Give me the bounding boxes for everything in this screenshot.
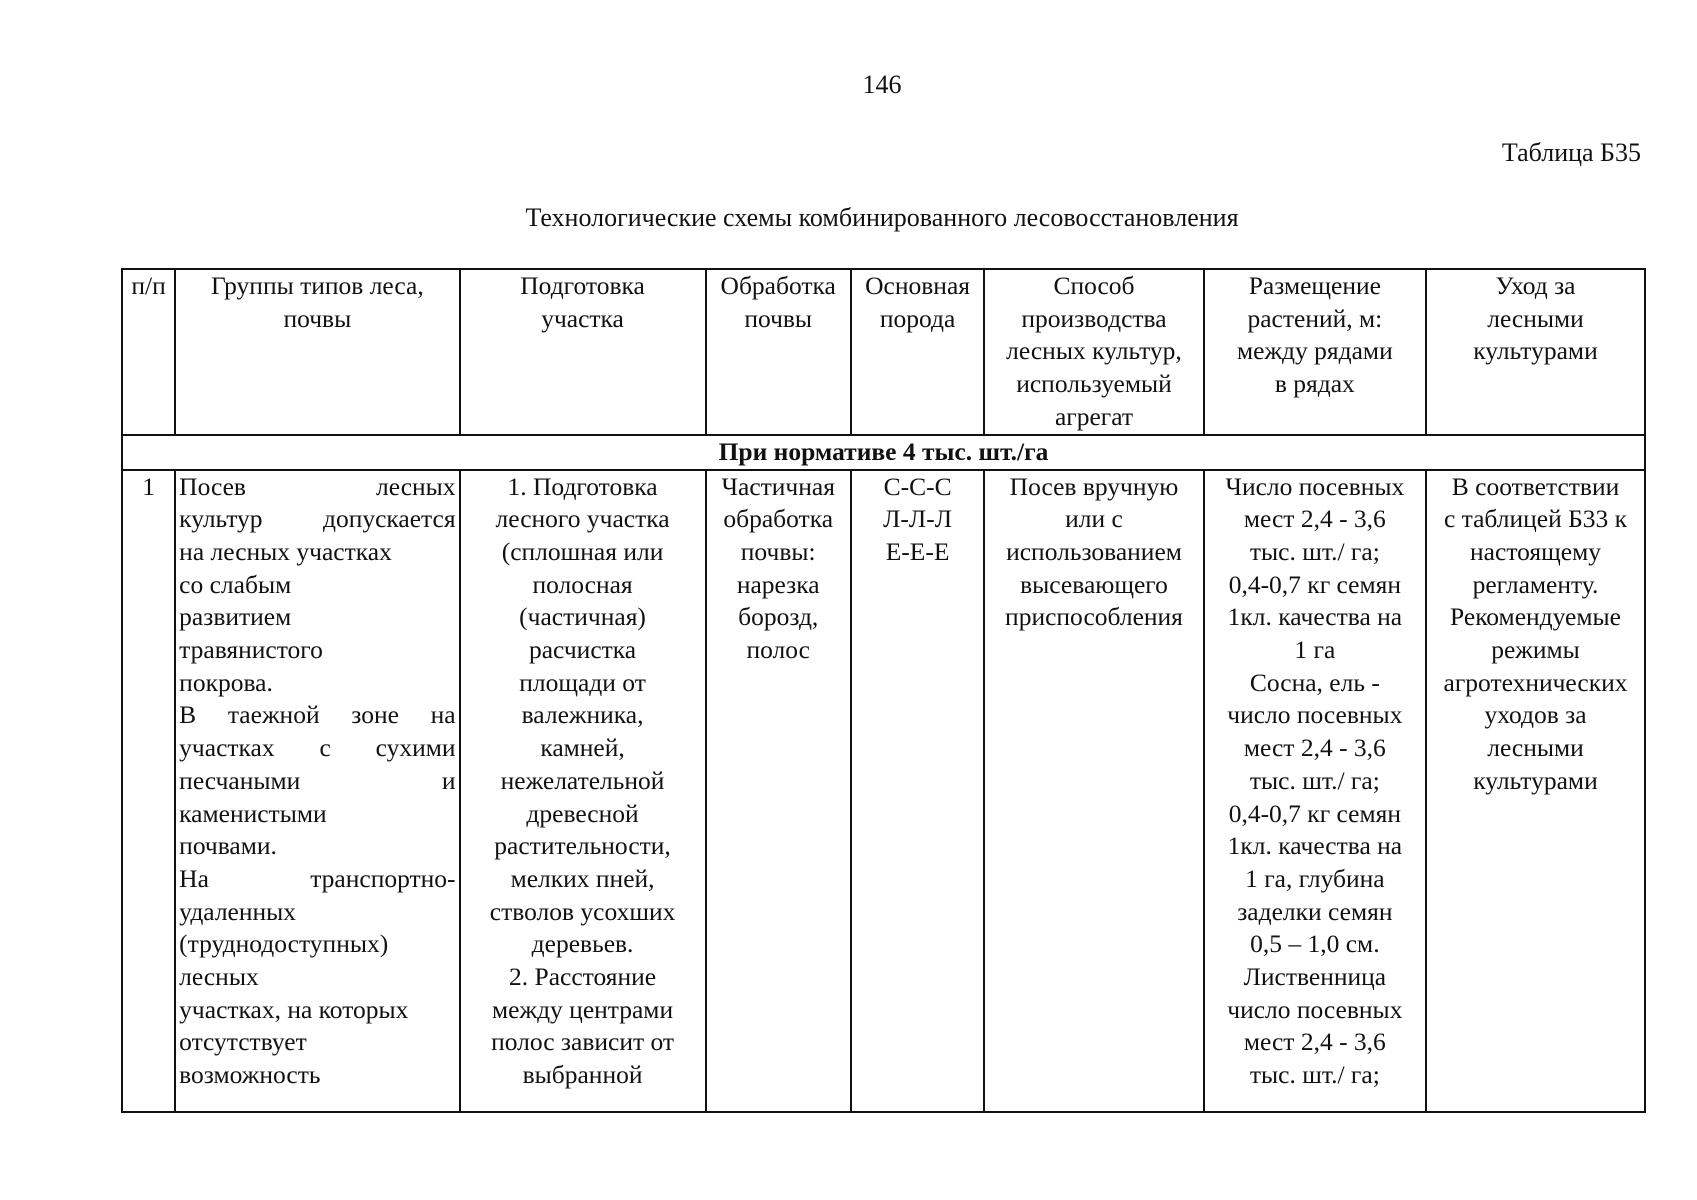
header-method [984, 269, 1203, 435]
cell-line: полосная [532, 569, 633, 599]
cell-line: покрова. [179, 667, 273, 697]
cell-line: культур допускается [179, 504, 456, 534]
cell-line: используемый [1016, 369, 1172, 399]
cell-forest-groups [175, 470, 459, 1112]
header-species [851, 269, 984, 435]
cell-line: обработка [723, 504, 834, 534]
cell-line: 1 га [1294, 635, 1336, 665]
cell-line: Размещение [1248, 271, 1381, 300]
header-soil-treatment [706, 269, 851, 435]
cell-line: агрегат [1054, 401, 1134, 431]
cell-line: лесных [179, 962, 259, 992]
cell-line: камней, [540, 733, 625, 763]
table-row [122, 470, 1645, 1112]
cell-line: со слабым [179, 569, 292, 599]
cell-line: выбранной [522, 1060, 643, 1090]
table-header-row [122, 269, 1645, 435]
cell-line: участках с сухими [179, 733, 456, 763]
cell-line: Обработка [720, 271, 836, 300]
section-title: При нормативе 4 тыс. шт./га [122, 435, 1645, 470]
cell-line: на лесных участках [179, 536, 392, 566]
cell-line: деревьев. [531, 929, 634, 959]
header-forest-groups [175, 269, 459, 435]
page-number: 146 [862, 70, 902, 99]
cell-line: расчистка [528, 635, 637, 665]
cell-placement [1204, 470, 1426, 1112]
cell-site-prep [460, 470, 706, 1112]
cell-line: с таблицей Б33 к [1443, 504, 1628, 534]
cell-line: отсутствует [179, 1027, 307, 1057]
cell-line: Способ [1053, 271, 1135, 300]
cell-line: 1. Подготовка [507, 471, 658, 501]
cell-line: 0,5 – 1,0 см. [1250, 929, 1380, 959]
cell-line: Частичная [721, 471, 835, 501]
cell-line: удаленных [179, 896, 297, 926]
cell-line: тыс. шт./ га; [1249, 1060, 1380, 1090]
cell-line: нежелательной [500, 765, 665, 795]
cell-care [1426, 470, 1645, 1112]
cell-line: порода [879, 303, 956, 333]
table-title: Технологические схемы комбинированного лесовосстановления [525, 203, 1239, 232]
cell-line: 0,4-0,7 кг семян [1228, 798, 1401, 828]
cell-line: мест 2,4 - 3,6 [1243, 504, 1386, 534]
cell-line: в рядах [1274, 369, 1355, 399]
cell-line: С-С-С [883, 471, 952, 501]
cell-line: почвы: [740, 536, 816, 566]
header-num [122, 269, 175, 435]
cell-line: участках, на которых [179, 994, 409, 1024]
cell-line: 1кл. качества на [1227, 602, 1403, 632]
cell-line: между центрами [492, 994, 674, 1024]
header-site-prep [460, 269, 706, 435]
cell-line: песчаными и [179, 765, 456, 795]
cell-line: В таежной зоне на [179, 700, 456, 730]
cell-line: настоящему [1470, 536, 1601, 566]
cell-line: 1 га, глубина [1245, 863, 1385, 893]
cell-method [984, 470, 1203, 1112]
cell-line: Посев вручную [1009, 471, 1179, 501]
cell-line: Подготовка [520, 271, 645, 300]
cell-line: 0,4-0,7 кг семян [1228, 569, 1401, 599]
header-placement [1204, 269, 1426, 435]
cell-line: тыс. шт./ га; [1249, 536, 1380, 566]
cell-line: (труднодоступных) [179, 929, 389, 959]
cell-line: борозд, [738, 602, 819, 632]
cell-line: уходов за [1484, 700, 1587, 730]
table-label: Таблица Б35 [1501, 138, 1641, 167]
cell-line: (сплошная или [501, 536, 664, 566]
cell-line: или с [1065, 504, 1123, 534]
cell-line: число посевных [1227, 994, 1403, 1024]
cell-line: Сосна, ель - [1249, 667, 1380, 697]
cell-soil-treatment [706, 470, 851, 1112]
cell-line: Лиственница [1243, 962, 1387, 992]
cell-line: приспособления [1005, 602, 1183, 632]
cell-line: растительности, [494, 831, 671, 861]
cell-line: развитием [179, 602, 292, 632]
reforestation-table [121, 268, 1646, 1113]
cell-line: участка [541, 303, 624, 333]
cell-line: мест 2,4 - 3,6 [1243, 1027, 1386, 1057]
cell-line: регламенту. [1472, 569, 1599, 599]
cell-line: культурами [1473, 336, 1598, 366]
cell-line: производства [1021, 303, 1167, 333]
cell-line: лесного участка [495, 504, 670, 534]
cell-line: В соответствии [1451, 471, 1620, 501]
cell-line: площади от [519, 667, 646, 697]
cell-line: Основная [865, 271, 970, 300]
cell-line: 1кл. качества на [1227, 831, 1403, 861]
cell-line: Группы типов леса, [211, 271, 424, 300]
cell-line: Уход за [1495, 271, 1576, 300]
cell-line: высевающего [1020, 569, 1168, 599]
cell-line: Е-Е-Е [885, 536, 950, 566]
cell-line: число посевных [1227, 700, 1403, 730]
cell-species [851, 470, 984, 1112]
cell-line: заделки семян [1237, 896, 1393, 926]
cell-line: На транспортно- [179, 863, 456, 893]
cell-line: нарезка [736, 569, 820, 599]
cell-line: (частичная) [519, 602, 646, 632]
cell-line: Число посевных [1225, 471, 1405, 501]
cell-line: мелких пней, [510, 863, 655, 893]
cell-line: п/п [131, 271, 166, 300]
cell-line: травянистого [179, 635, 323, 665]
cell-line: Л-Л-Л [883, 504, 952, 534]
row-number: 1 [122, 470, 175, 1112]
cell-line: 2. Расстояние [509, 962, 657, 992]
cell-line: агротехнических [1443, 667, 1628, 697]
cell-line: стволов усохших [489, 896, 676, 926]
cell-line: лесными [1487, 303, 1584, 333]
cell-line: лесными [1487, 733, 1584, 763]
cell-line: между рядами [1236, 336, 1393, 366]
cell-line: древесной [526, 798, 639, 828]
cell-line: использованием [1006, 536, 1182, 566]
cell-line: полос зависит от [491, 1027, 675, 1057]
cell-line: каменистыми [179, 798, 327, 828]
cell-line: почвы [283, 303, 352, 333]
cell-line: почвы [744, 303, 813, 333]
cell-line: Рекомендуемые [1450, 602, 1621, 632]
cell-line: растений, м: [1247, 303, 1383, 333]
cell-line: возможность [179, 1060, 321, 1090]
cell-line: культурами [1473, 765, 1598, 795]
cell-line: почвами. [179, 831, 277, 861]
cell-line: валежника, [521, 700, 644, 730]
cell-line: мест 2,4 - 3,6 [1243, 733, 1386, 763]
cell-line: режимы [1491, 635, 1580, 665]
cell-line: полос [746, 635, 810, 665]
header-care [1426, 269, 1645, 435]
cell-line: лесных культур, [1006, 336, 1182, 366]
section-row [122, 435, 1645, 470]
cell-line: Посев лесных [179, 471, 456, 501]
cell-line: тыс. шт./ га; [1249, 765, 1380, 795]
